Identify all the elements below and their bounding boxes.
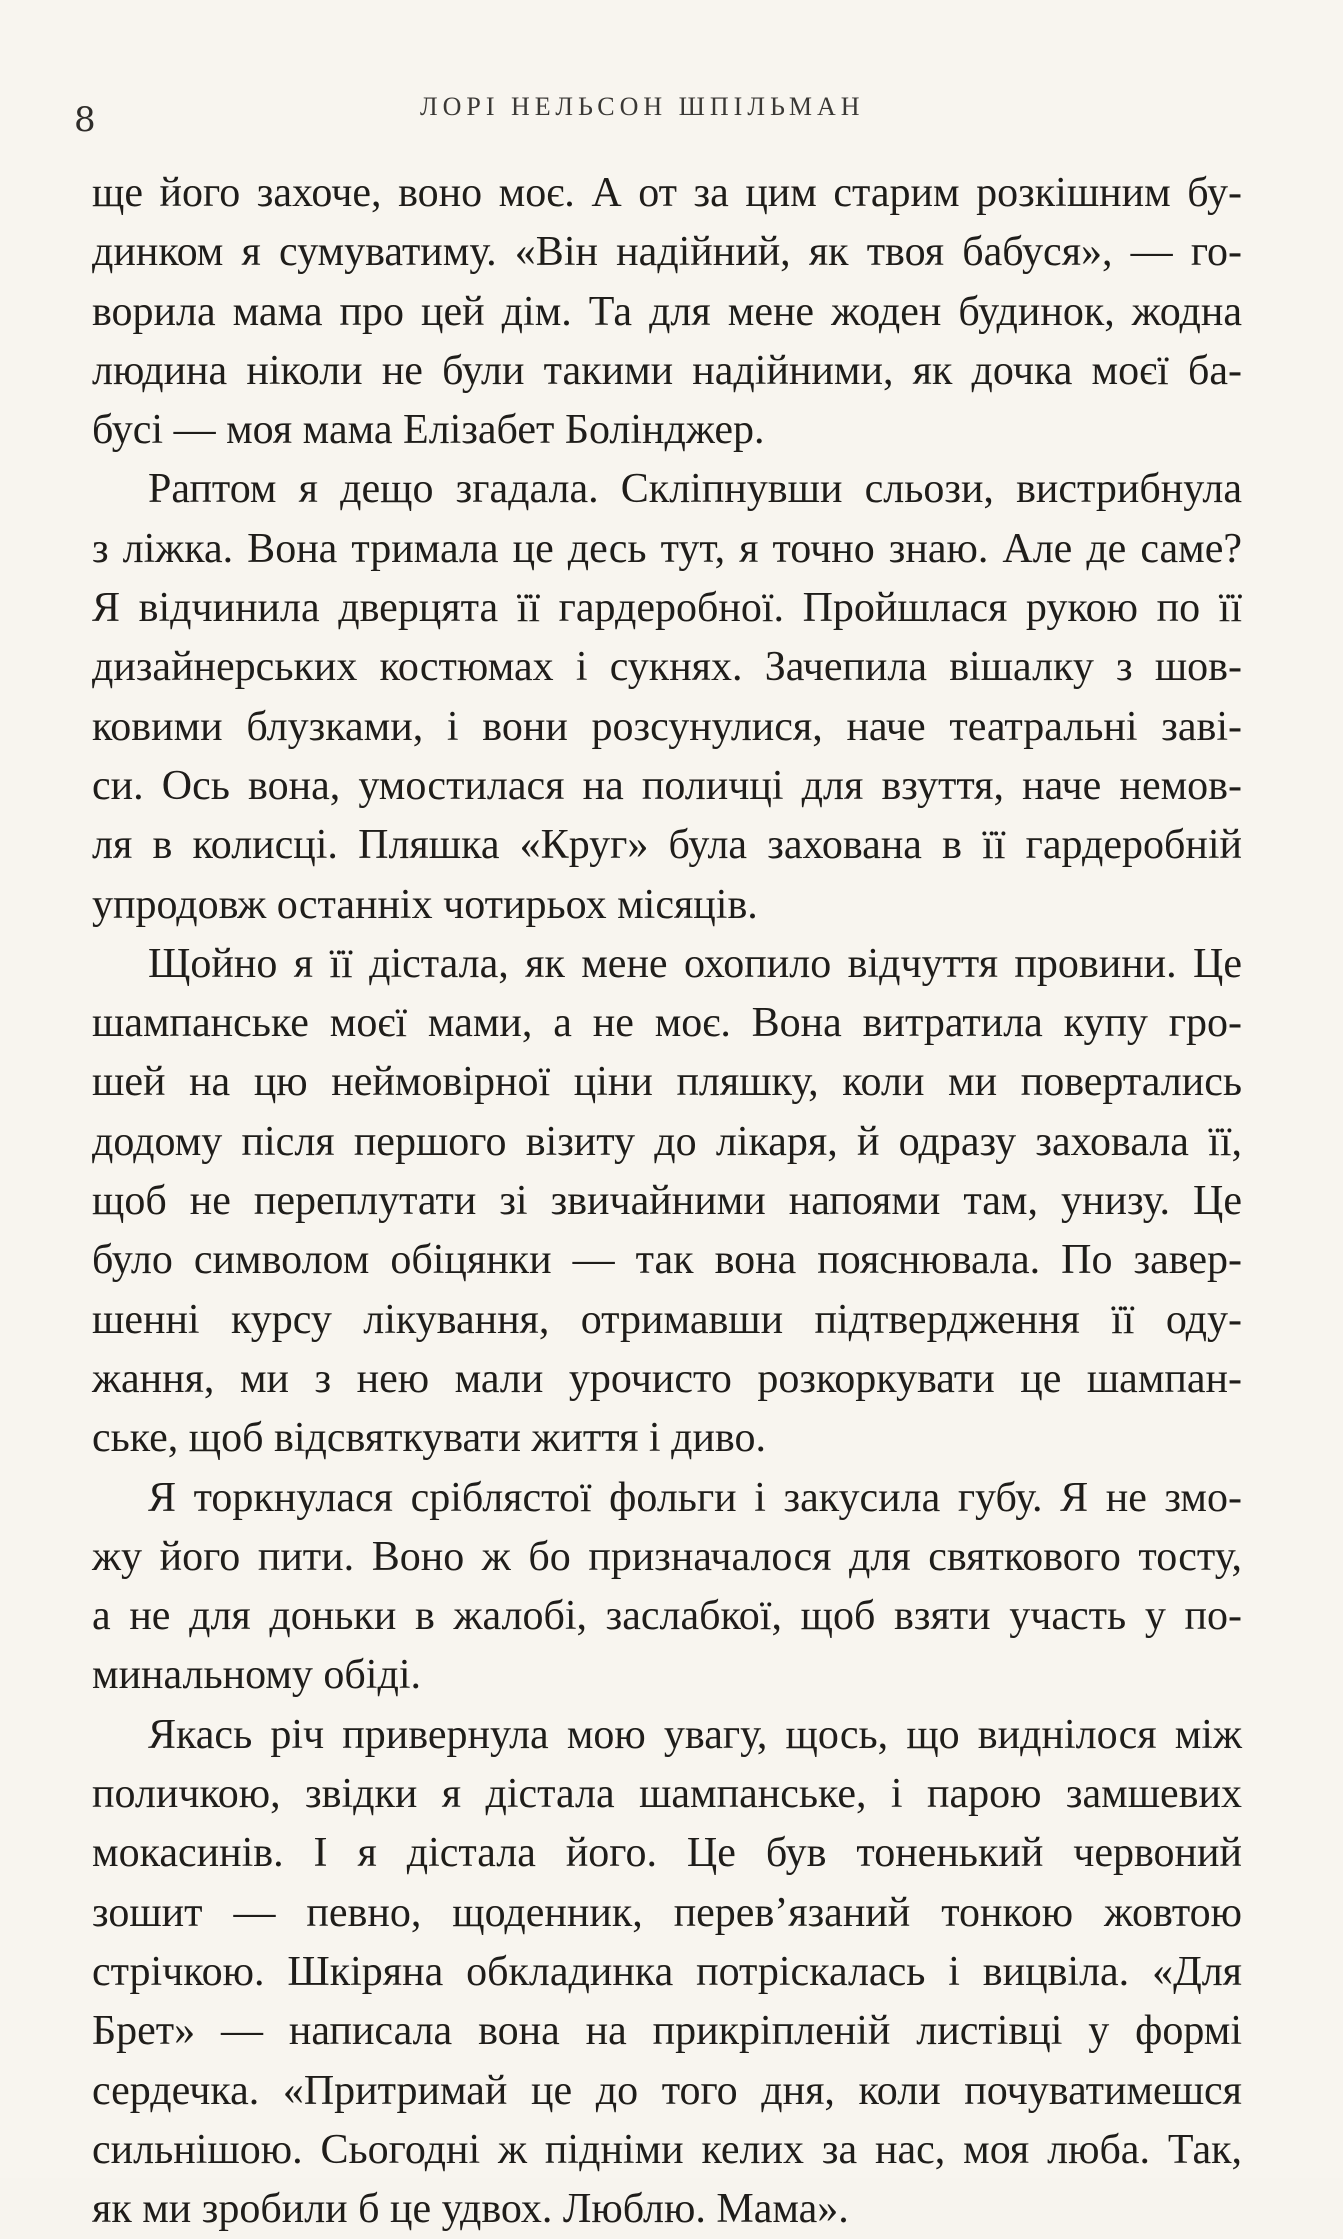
text-line: Щойно я її дістала, як мене охопило відчуття провини. Це (148, 940, 1242, 987)
text-line: стрічкою. Шкіряна обкладинка потріскалась і вицвіла. «Для (92, 1948, 1242, 1995)
text-line: ще його захоче, воно моє. А от за цим старим розкішним бу- (92, 170, 1242, 216)
paragraph (92, 1706, 1242, 2239)
text-line: дизайнерських костюмах і сукнях. Зачепила вішалку з шов- (92, 644, 1242, 691)
text-line: ське, щоб відсвяткувати життя і диво. (92, 1415, 766, 1462)
text-line: Раптом я дещо згадала. Скліпнувши сльози, вистрибнула (148, 466, 1242, 513)
text-line: ля в колисці. Пляшка «Круг» була захована в її гардеробній (92, 822, 1242, 869)
text-line: Брет» — написала вона на прикріпленій листівці у формі (92, 2008, 1242, 2055)
text-line: Якась річ привернула мою увагу, щось, що виднілося між (148, 1711, 1242, 1758)
text-line: а не для доньки в жалобі, заслабкої, щоб взяти участь у по- (92, 1593, 1242, 1640)
text-line: поличкою, звідки я дістала шампанське, і парою замшевих (92, 1771, 1242, 1818)
text-line: з ліжка. Вона тримала це десь тут, я точно знаю. Але де саме? (92, 525, 1242, 572)
text-line: шампанське моєї мами, а не моє. Вона витратила купу гро- (92, 1000, 1242, 1047)
text-line: динком я сумуватиму. «Він надійний, як твоя бабуся», — го- (92, 229, 1242, 276)
text-line: було символом обіцянки — так вона пояснювала. По завер- (92, 1237, 1242, 1284)
text-line: шенні курсу лікування, отримавши підтвердження її оду- (92, 1296, 1242, 1343)
text-line: сердечка. «Притримай це до того дня, коли почуватимешся (92, 2067, 1242, 2114)
paragraph (92, 164, 1242, 460)
text-line: бусі — моя мама Елізабет Болінджер. (92, 407, 765, 454)
text-line: Я торкнулася сріблястої фольги і закусила губу. Я не змо- (148, 1474, 1242, 1521)
paragraph (92, 935, 1242, 1469)
text-line: Я відчинила дверцята її гардеробної. Пройшлася рукою по її (92, 585, 1242, 632)
text-line: людина ніколи не були такими надійними, як дочка моєї ба- (92, 347, 1242, 394)
text-line: ворила мама про цей дім. Та для мене жоден будинок, жодна (92, 288, 1242, 335)
body-text (92, 164, 1242, 2239)
text-line: упродовж останніх чотирьох місяців. (92, 881, 758, 928)
text-line: шей на цю неймовірної ціни пляшку, коли ми повертались (92, 1059, 1242, 1106)
paragraph (92, 1469, 1242, 1706)
paragraph (92, 460, 1242, 934)
text-line: ковими блузками, і вони розсунулися, наче театральні заві- (92, 703, 1242, 750)
text-line: си. Ось вона, умостилася на поличці для взуття, наче немов- (92, 762, 1242, 809)
text-line: зошит — певно, щоденник, перев’язаний тонкою жовтою (92, 1889, 1242, 1936)
text-line: жання, ми з нею мали урочисто розкоркувати це шампан- (92, 1355, 1242, 1402)
text-line: жу його пити. Воно ж бо призначалося для святкового тосту, (92, 1533, 1242, 1580)
text-line: додому після першого візиту до лікаря, й одразу заховала її, (92, 1118, 1242, 1165)
page-number: 8 (74, 100, 96, 140)
running-head-author: ЛОРІ НЕЛЬСОН ШПІЛЬМАН (420, 92, 865, 121)
text-line: мокасинів. І я дістала його. Це був тоненький червоний (92, 1830, 1242, 1877)
text-line: щоб не переплутати зі звичайними напоями там, унизу. Це (92, 1178, 1242, 1225)
text-line: сильнішою. Сьогодні ж підніми келих за нас, моя люба. Так, (92, 2126, 1242, 2173)
text-line: минальному обіді. (92, 1652, 421, 1699)
text-line: як ми зробили б це удвох. Люблю. Мама». (92, 2186, 849, 2233)
